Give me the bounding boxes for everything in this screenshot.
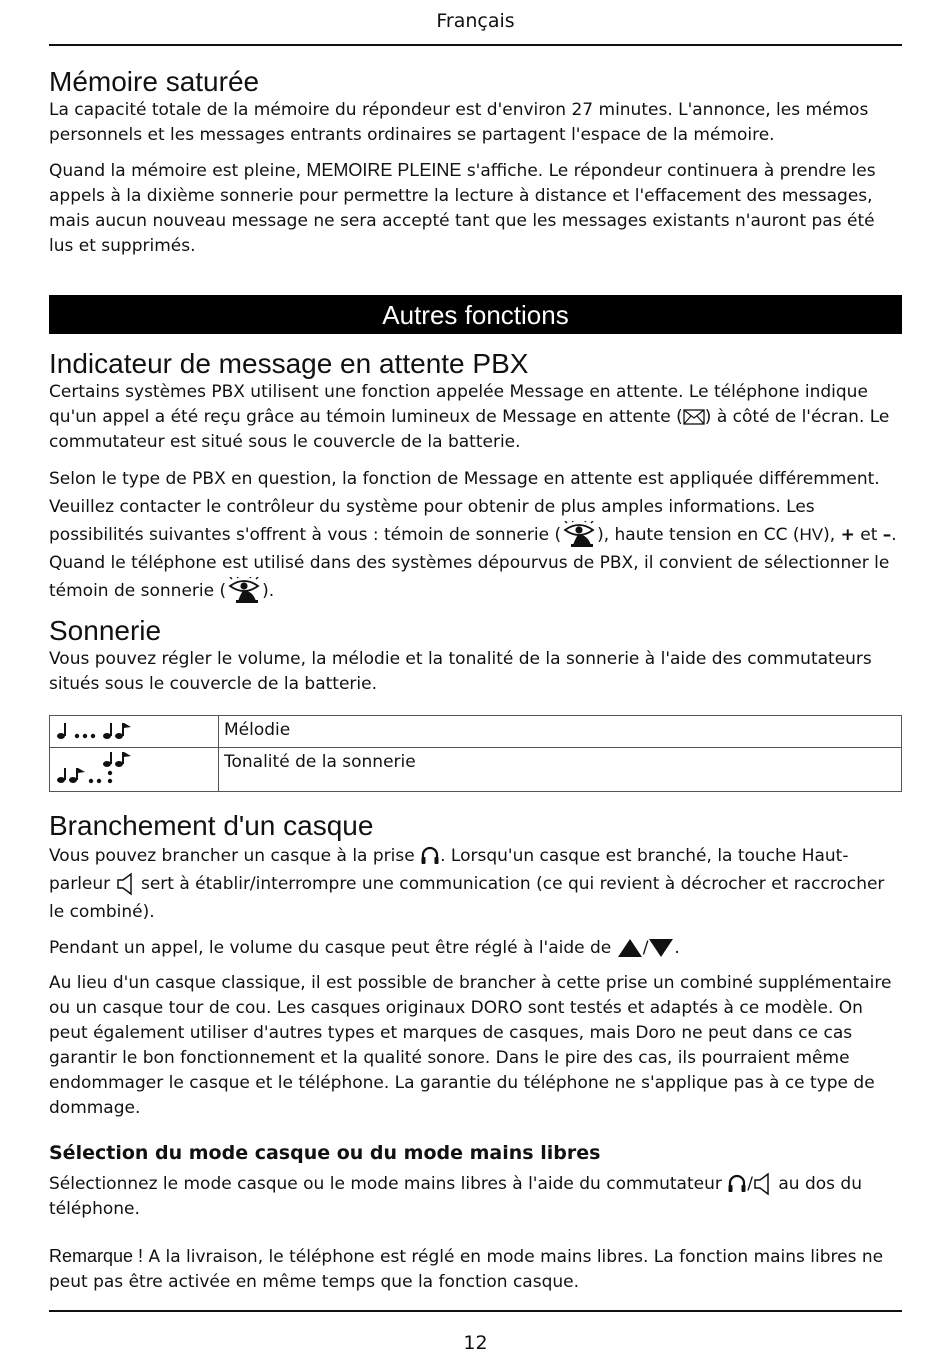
memoire-p2-end: s'affiche. Le répondeur continuera à prendre les appels à la dixième sonnerie pour permettre la lecture à distance et l'effacement des messages, mais aucun nouveau message ne sera accepté tant que les messages existants n'auront pas été lus et supprimés. (49, 161, 876, 256)
note-text: A la livraison, le téléphone est réglé en mode mains libres. La fonction mains libres ne peut pas être activée en même temps que la fonction casque. (49, 1247, 884, 1292)
tone-label-cell (219, 748, 902, 792)
memoire-paragraph-1: La capacité totale de la mémoire du répondeur est d'environ 27 minutes. L'annonce, les mémos personnels et les messages entrants ordinaires se partagent l'espace de la mémoire. (49, 100, 869, 145)
header-language: Français (436, 10, 515, 32)
casque-paragraph-2 (49, 936, 902, 961)
sonnerie-paragraph: Vous pouvez régler le volume, la mélodie et la tonalité de la sonnerie à l'aide des commutateurs situés sous le couvercle de la batterie. (49, 649, 872, 694)
casque-paragraph-1 (49, 842, 902, 926)
pbx-p2-e: . Quand le téléphone est utilisé dans des systèmes dépourvus de PBX, il convient de sélectionner le témoin de sonnerie ( (49, 525, 897, 601)
speaker-icon (116, 872, 136, 896)
section-banner (49, 295, 902, 334)
memoire-p2-start: Quand la mémoire est pleine, (49, 161, 307, 181)
casque-p2-sep: / (642, 938, 649, 958)
tone-switch-icon (55, 750, 135, 786)
casque-paragraph-4 (49, 1172, 902, 1222)
page-header (49, 0, 902, 44)
note-label: Remarque ! (49, 1246, 144, 1266)
page (49, 0, 902, 1295)
casque-p2-b: . (674, 938, 680, 958)
page-footer (49, 1310, 902, 1354)
section-pbx (49, 348, 902, 605)
header-rule (49, 44, 902, 46)
casque-p4-b: au dos du téléphone. (49, 1174, 863, 1219)
pbx-minus: – (882, 525, 892, 545)
casque-p4-a: Sélectionnez le mode casque ou le mode mains libres à l'aide du commutateur (49, 1174, 728, 1194)
casque-note (49, 1244, 902, 1295)
ring-indicator-icon (561, 521, 597, 549)
banner-title: Autres fonctions (382, 300, 569, 330)
pbx-p2-f: ). (262, 581, 275, 601)
memoire-title: Mémoire saturée (49, 66, 260, 97)
casque-p1-c: sert à établir/interrompre une communication (ce qui revient à décrocher et raccrocher le combiné). (49, 874, 885, 922)
ring-indicator-icon (226, 577, 262, 605)
melody-switch-cell (50, 716, 219, 748)
pbx-p2-b: ), haute tension en CC ( (597, 525, 800, 545)
tone-switch-cell (50, 748, 219, 792)
section-sonnerie (49, 615, 902, 792)
footer-rule (49, 1310, 902, 1312)
headset-icon (727, 1174, 747, 1194)
pbx-p1-end: ) à côté de l'écran. Le commutateur est situé sous le couvercle de la batterie. (49, 407, 890, 452)
melody-label: Mélodie (224, 720, 291, 740)
pbx-paragraph-2 (49, 465, 902, 605)
headset-icon (420, 846, 440, 866)
pbx-plus: + (840, 525, 855, 545)
casque-p1-a: Vous pouvez brancher un casque à la prise (49, 846, 421, 866)
table-row (50, 748, 902, 792)
pbx-hv: HV (799, 525, 824, 544)
pbx-paragraph-1 (49, 380, 902, 455)
volume-down-icon (648, 938, 674, 958)
casque-subtitle: Sélection du mode casque ou du mode mains libres (49, 1142, 601, 1164)
sonnerie-title: Sonnerie (49, 615, 162, 646)
table-row (50, 716, 902, 748)
section-casque (49, 810, 902, 1295)
melody-switch-icon (55, 719, 135, 741)
casque-paragraph-3: Au lieu d'un casque classique, il est possible de brancher à cette prise un combiné supplémentaire ou un casque tour de cou. Les casques originaux DORO sont testés et adaptés à ce modèle. On peut également utiliser d'autres types et marques de casques, mais Doro ne peut dans ce cas garantir le bon fonctionnement et la qualité sonore. Dans le pire des cas, ils pourraient même endommager le casque et le téléphone. La garantie du téléphone ne s'applique pas à ce type de dommage. (49, 973, 892, 1118)
pbx-p2-d: et (854, 525, 883, 545)
pbx-title: Indicateur de message en attente PBX (49, 348, 529, 379)
melody-label-cell (219, 716, 902, 748)
memoire-paragraph-2 (49, 158, 902, 259)
section-memoire (49, 66, 902, 259)
casque-title: Branchement d'un casque (49, 810, 374, 841)
envelope-icon (683, 409, 705, 425)
tone-label: Tonalité de la sonnerie (224, 752, 416, 772)
speaker-icon (753, 1172, 773, 1196)
page-number: 12 (463, 1332, 488, 1354)
casque-p1-b: . Lorsqu'un casque est branché, la touche Haut-parleur (49, 846, 849, 894)
volume-up-icon (617, 938, 643, 958)
pbx-p1-start: Certains systèmes PBX utilisent une fonction appelée Message en attente. Le téléphone indique qu'un appel a été reçu grâce au témoin lumineux de Message en attente ( (49, 382, 868, 427)
memoire-full-keyword: MEMOIRE PLEINE (306, 160, 462, 180)
casque-p2-a: Pendant un appel, le volume du casque peut être réglé à l'aide de (49, 938, 617, 958)
pbx-p2-a: Selon le type de PBX en question, la fonction de Message en attente est appliquée différemment. Veuillez contacter le contrôleur du système pour obtenir de plus amples informations. Les possibilités suivantes s'offrent à vous : témoin de sonnerie ( (49, 469, 880, 545)
casque-p4-sep: / (747, 1174, 753, 1194)
sonnerie-table (49, 715, 902, 792)
pbx-p2-c: ), (823, 525, 841, 545)
